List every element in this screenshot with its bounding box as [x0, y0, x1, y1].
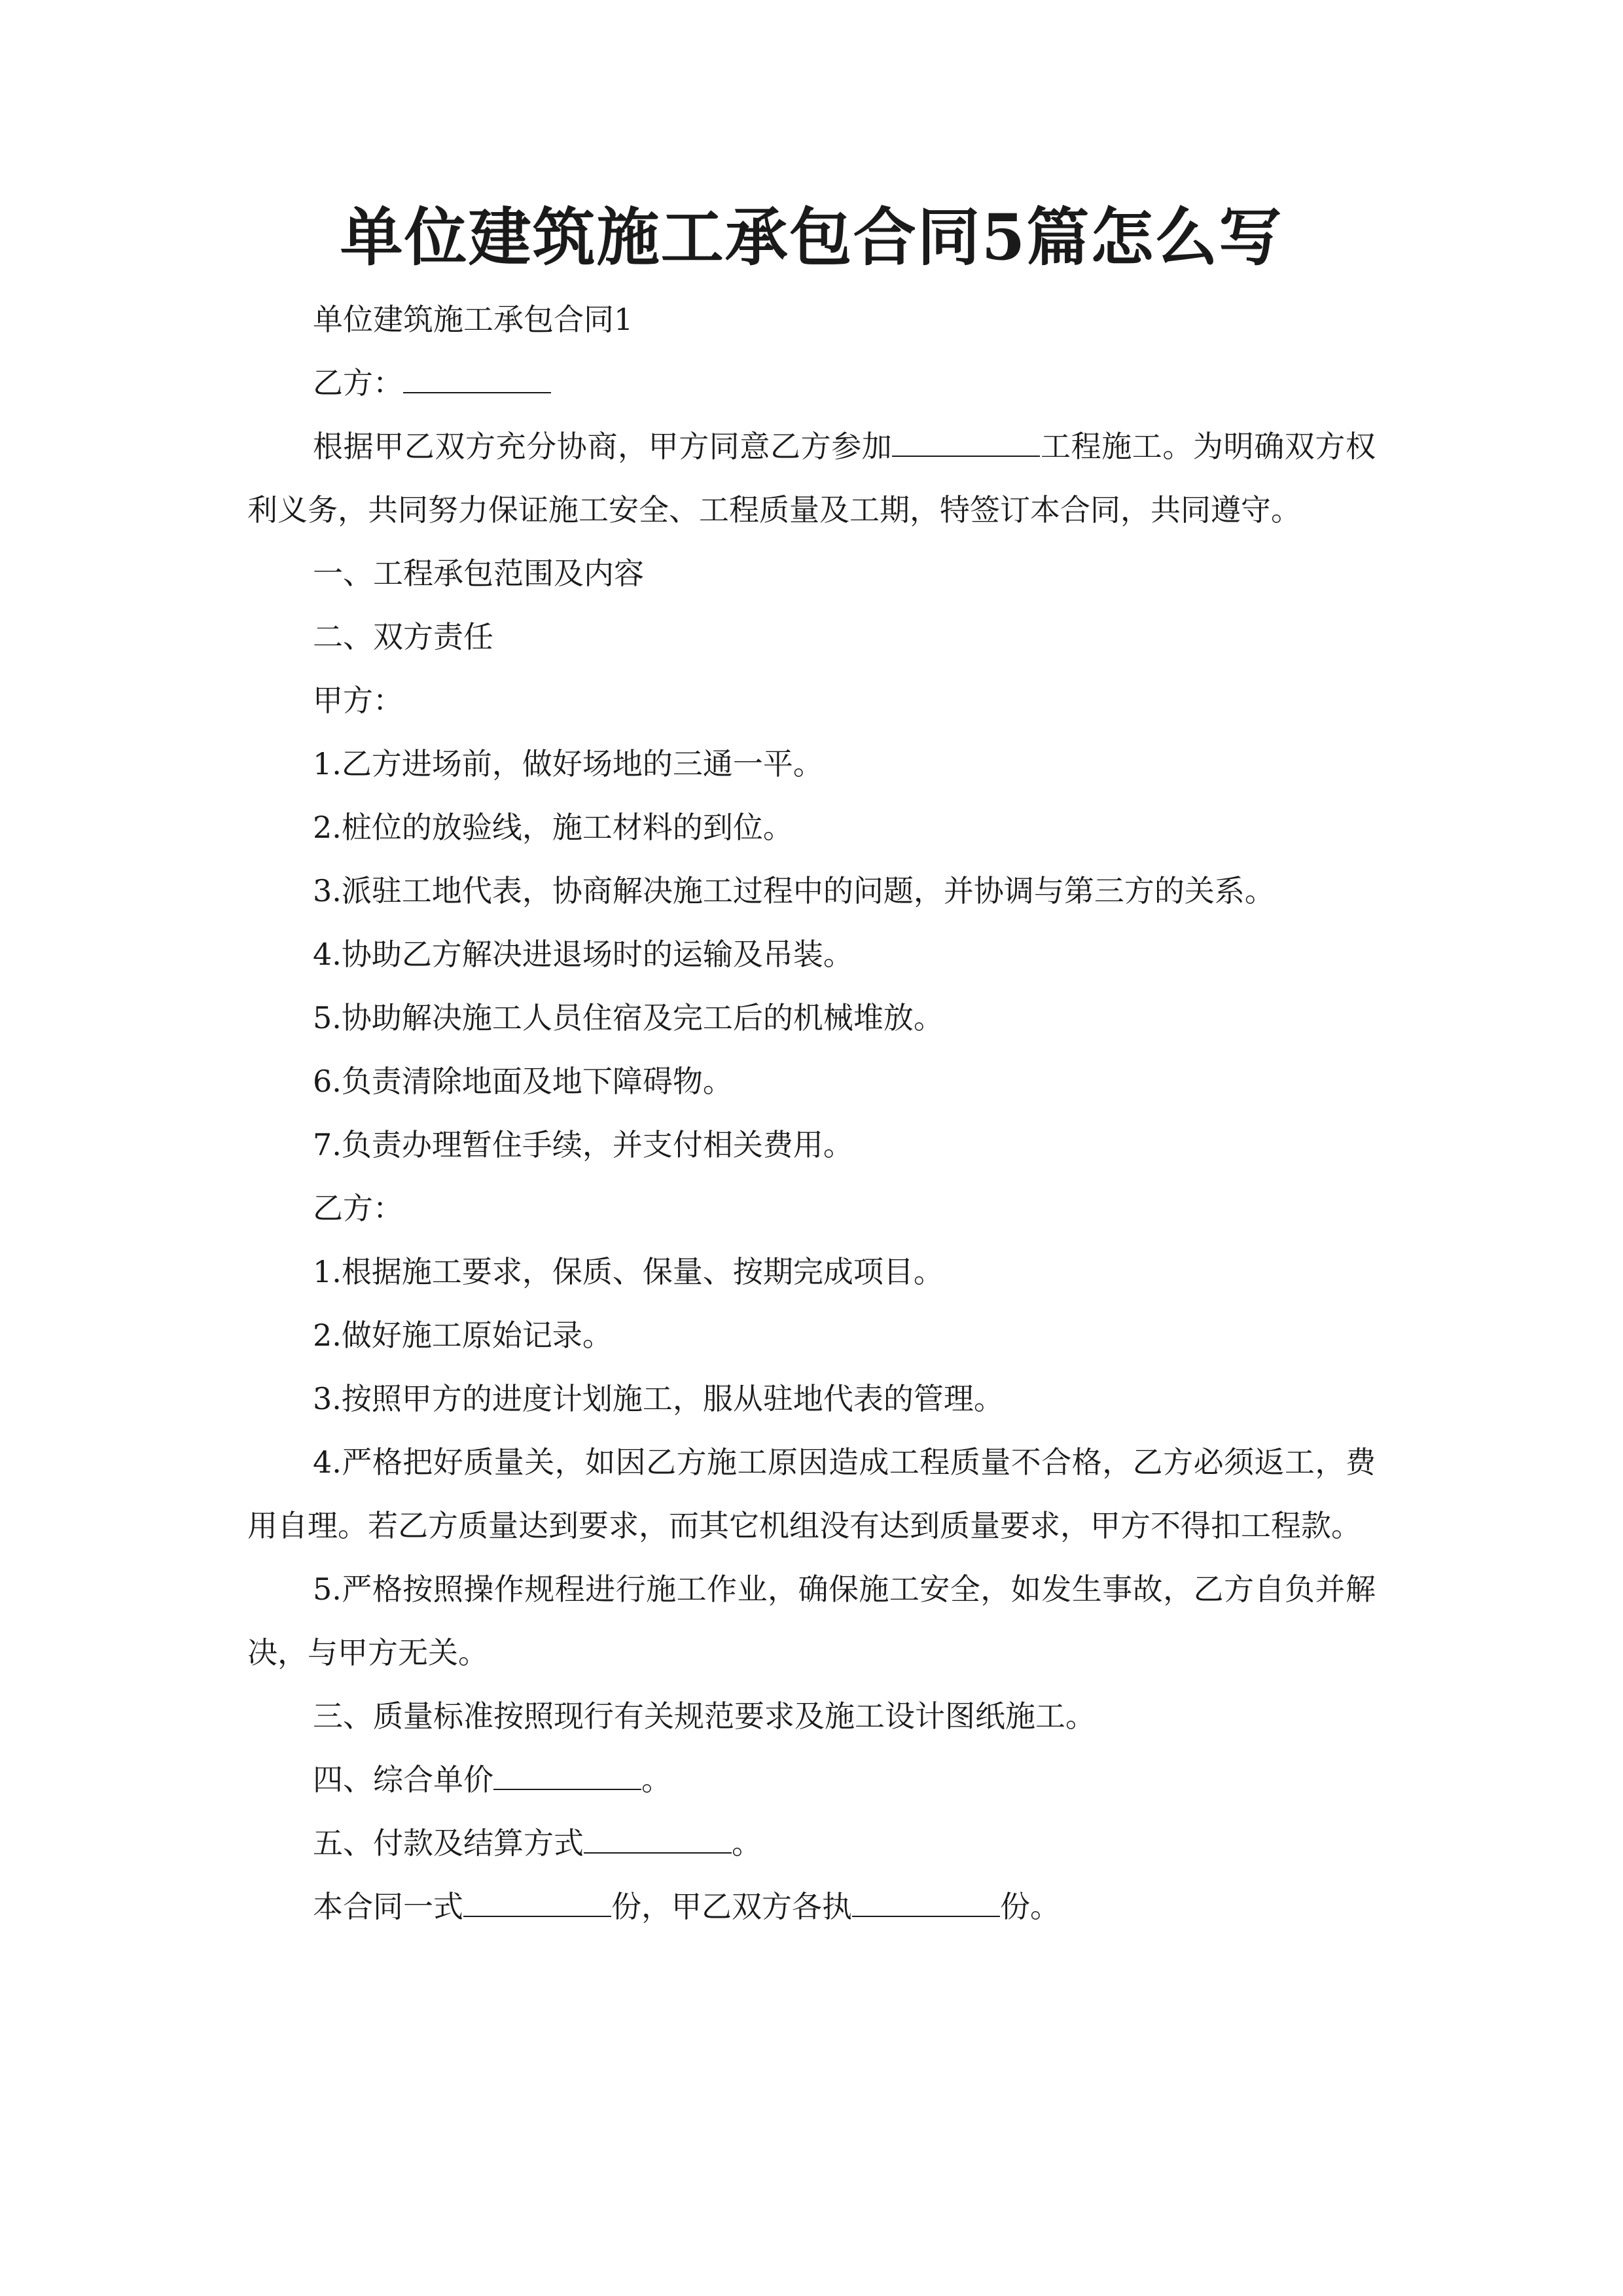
intro-paragraph [247, 415, 1376, 542]
party-b-item: 2.做好施工原始记录。 [313, 1318, 613, 1353]
party-a-item: 1.乙方进场前，做好场地的三通一平。 [313, 746, 823, 781]
payment-method-blank [584, 1826, 732, 1854]
party-a-item: 2.桩位的放验线，施工材料的到位。 [313, 810, 793, 845]
copies-each-blank [852, 1890, 1000, 1917]
section-heading: 单位建筑施工承包合同1 [313, 302, 633, 337]
section-2: 二、双方责任 [313, 619, 493, 655]
section-5 [247, 1812, 1376, 1875]
party-a-heading: 甲方： [313, 683, 403, 718]
party-a-item: 7.负责办理暂住手续，并支付相关费用。 [313, 1127, 853, 1162]
party-b-item: 3.按照甲方的进度计划施工，服从驻地代表的管理。 [313, 1381, 1004, 1416]
party-b-item: 5.严格按照操作规程进行施工作业，确保施工安全，如发生事故，乙方自负并解决，与甲方无关。 [247, 1571, 1376, 1670]
party-b-blank [403, 366, 551, 393]
party-b-heading: 乙方： [313, 1191, 403, 1226]
section-1: 一、工程承包范围及内容 [313, 556, 644, 591]
project-name-blank [892, 429, 1040, 457]
party-a-item: 4.协助乙方解决进退场时的运输及吊装。 [313, 937, 853, 972]
copies-clause [247, 1875, 1376, 1939]
party-a-item: 3.派驻工地代表，协商解决施工过程中的问题，并协调与第三方的关系。 [313, 873, 1275, 908]
section-4 [247, 1748, 1376, 1812]
section-3: 三、质量标准按照现行有关规范要求及施工设计图纸施工。 [313, 1698, 1096, 1734]
party-b-label: 乙方： [313, 365, 403, 401]
intro-part2: 工程施工。为明确双方权利义务，共同努力保证施工安全、工程质量及工期，特签订本合同，共同遵守。 [247, 429, 1376, 528]
intro-part1: 根据甲乙双方充分协商，甲方同意乙方参加 [313, 429, 893, 464]
total-copies-blank [463, 1890, 611, 1917]
section-5-end: 。 [732, 1825, 762, 1861]
party-a-item: 5.协助解决施工人员住宿及完工后的机械堆放。 [313, 1000, 944, 1035]
party-a-item: 6.负责清除地面及地下障碍物。 [313, 1064, 733, 1099]
section-4-end: 。 [641, 1762, 671, 1797]
copies-part2: 份，甲乙双方各执 [611, 1889, 852, 1924]
party-b-item: 4.严格把好质量关，如因乙方施工原因造成工程质量不合格，乙方必须返工，费用自理。若乙方质量达到要求，而其它机组没有达到质量要求，甲方不得扣工程款。 [247, 1444, 1376, 1543]
copies-part3: 份。 [1000, 1889, 1060, 1924]
document-body [247, 288, 1376, 1939]
copies-part1: 本合同一式 [313, 1889, 463, 1924]
document-title: 单位建筑施工承包合同5篇怎么写 [340, 200, 1283, 274]
party-b-line [247, 351, 1376, 415]
party-b-item: 1.根据施工要求，保质、保量、按期完成项目。 [313, 1254, 944, 1289]
section-4-label: 四、综合单价 [313, 1762, 493, 1797]
unit-price-blank [493, 1763, 641, 1790]
section-5-label: 五、付款及结算方式 [313, 1825, 584, 1861]
